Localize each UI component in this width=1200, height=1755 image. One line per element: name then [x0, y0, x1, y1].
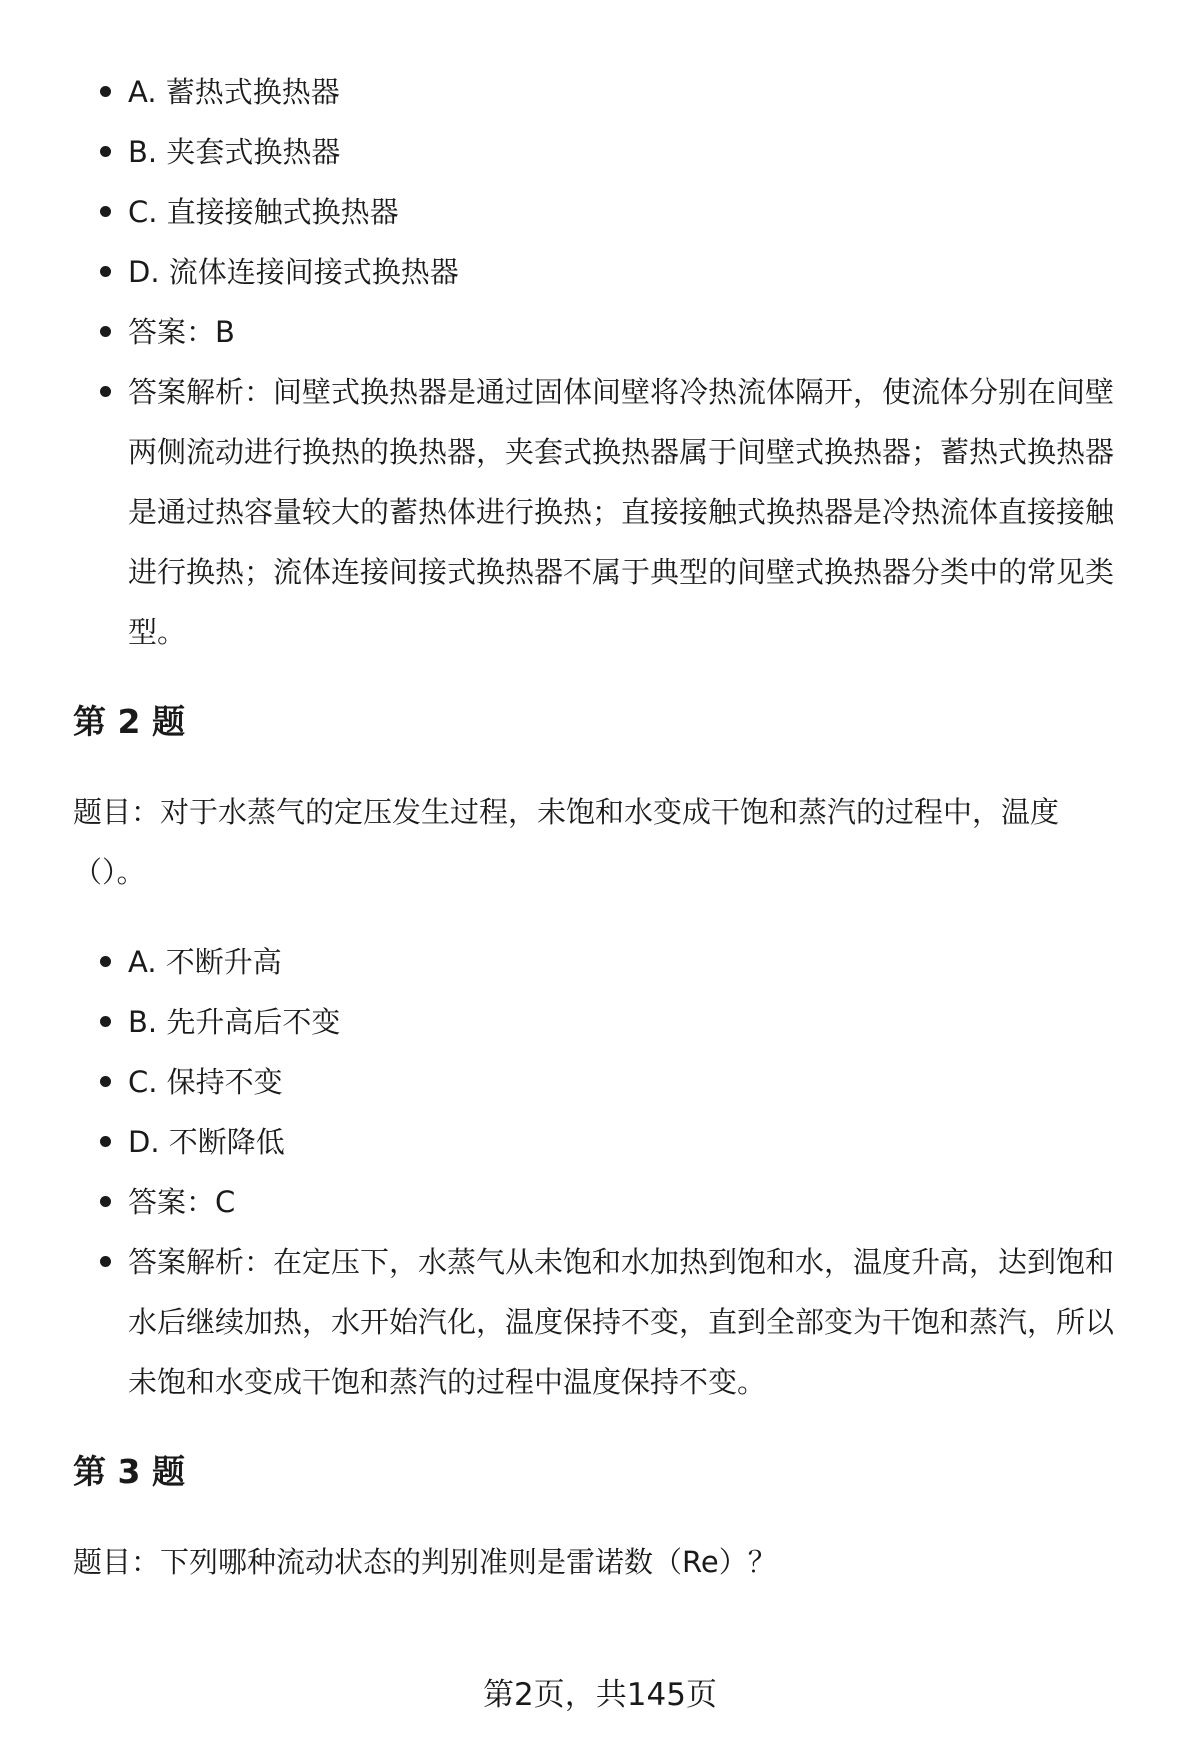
- q2-heading: 第 2 题: [73, 702, 185, 741]
- q1-option-d: D. 流体连接间接式换热器: [73, 242, 1143, 302]
- q1-options: [73, 62, 1143, 662]
- q1-option-a: A. 蓄热式换热器: [73, 62, 1143, 122]
- q2-answer: 答案：C: [73, 1172, 1143, 1232]
- q2-question: 题目：对于水蒸气的定压发生过程，未饱和水变成干饱和蒸汽的过程中，温度（）。: [73, 795, 1060, 889]
- q3-heading: 第 3 题: [73, 1452, 185, 1491]
- q1-analysis: 答案解析：间壁式换热器是通过固体间壁将冷热流体隔开，使流体分别在间壁两侧流动进行换热的换热器，夹套式换热器属于间壁式换热器；蓄热式换热器是通过热容量较大的蓄热体进行换热；直接接触式换热器是冷热流体直接接触进行换热；流体连接间接式换热器不属于典型的间壁式换热器分类中的常见类型。: [73, 362, 1143, 662]
- q2-analysis: 答案解析：在定压下，水蒸气从未饱和水加热到饱和水，温度升高，达到饱和水后继续加热，水开始汽化，温度保持不变，直到全部变为干饱和蒸汽，所以未饱和水变成干饱和蒸汽的过程中温度保持不变。: [73, 1232, 1143, 1412]
- q1-answer: 答案：B: [73, 302, 1143, 362]
- q2-option-a: A. 不断升高: [73, 932, 1143, 992]
- q2-options: [73, 932, 1143, 1412]
- q2-option-b: B. 先升高后不变: [73, 992, 1143, 1052]
- document-page: [73, 62, 1143, 1592]
- q1-option-c: C. 直接接触式换热器: [73, 182, 1143, 242]
- page-footer: 第2页，共145页: [483, 1677, 717, 1713]
- q3-question: 题目：下列哪种流动状态的判别准则是雷诺数（Re）？: [73, 1545, 777, 1579]
- q1-option-b: B. 夹套式换热器: [73, 122, 1143, 182]
- q2-option-c: C. 保持不变: [73, 1052, 1143, 1112]
- q2-option-d: D. 不断降低: [73, 1112, 1143, 1172]
